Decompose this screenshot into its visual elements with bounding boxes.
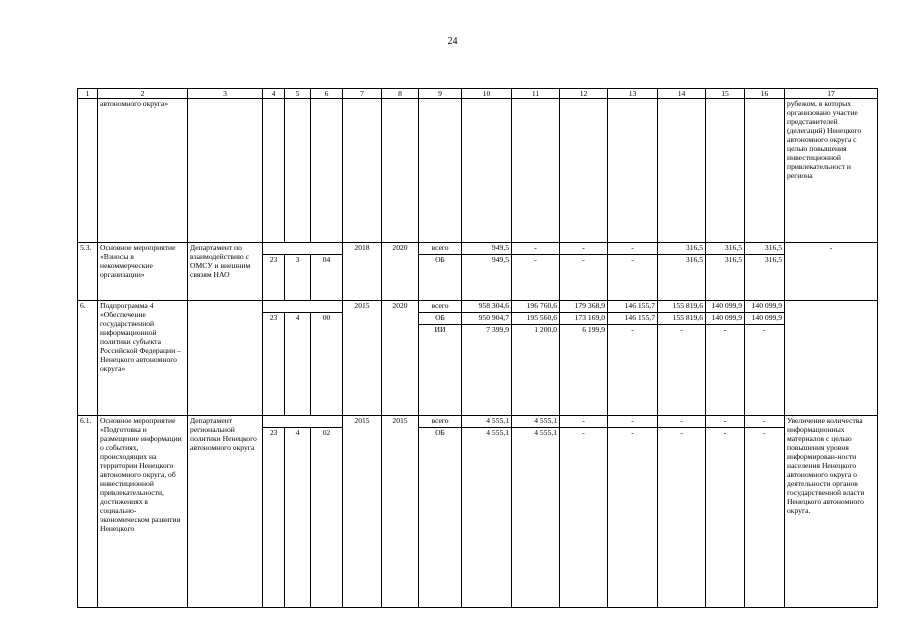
amount-cell: 950 904,7 (462, 313, 512, 325)
amount-cell: 316,5 (706, 243, 745, 255)
amount-cell: - (512, 255, 560, 301)
code-6: 04 (311, 255, 343, 301)
amount-cell: 949,5 (462, 243, 512, 255)
amount-cell: 155 819,6 (658, 313, 706, 325)
amount-cell: 958 304,6 (462, 301, 512, 313)
funding-source: всего (419, 416, 462, 428)
empty-cell (512, 99, 560, 243)
funding-source: ИИ (419, 325, 462, 416)
amount-cell: - (745, 416, 785, 428)
amount-cell: - (608, 325, 658, 416)
code-6: 02 (311, 428, 343, 608)
header-cell-5: 5 (285, 89, 311, 99)
amount-cell: 1 200,0 (512, 325, 560, 416)
amount-cell: - (560, 243, 608, 255)
amount-cell: 316,5 (658, 255, 706, 301)
code-5: 4 (285, 428, 311, 608)
amount-cell: 140 099,9 (706, 313, 745, 325)
row-number (78, 99, 98, 243)
amount-cell: 316,5 (706, 255, 745, 301)
amount-cell: 949,5 (462, 255, 512, 301)
code-5: 3 (285, 255, 311, 301)
row-number: 5.3. (78, 243, 98, 301)
start-year: 2015 (343, 301, 382, 416)
header-cell-13: 13 (608, 89, 658, 99)
empty-cell (745, 99, 785, 243)
table-row (78, 99, 878, 243)
amount-cell: - (560, 416, 608, 428)
code-4: 23 (263, 313, 285, 416)
empty-cell (285, 99, 311, 243)
header-cell-15: 15 (706, 89, 745, 99)
amount-cell: 173 169,0 (560, 313, 608, 325)
header-cell-4: 4 (263, 89, 285, 99)
amount-cell: 4 555,1 (462, 416, 512, 428)
end-year: 2015 (382, 416, 419, 608)
header-cell-14: 14 (658, 89, 706, 99)
executor (188, 301, 263, 416)
amount-cell: 155 819,6 (658, 301, 706, 313)
amount-cell: 140 099,9 (745, 301, 785, 313)
empty-cell (419, 99, 462, 243)
header-cell-12: 12 (560, 89, 608, 99)
code-cell (263, 301, 343, 313)
amount-cell: 316,5 (658, 243, 706, 255)
code-5: 4 (285, 313, 311, 416)
amount-cell: - (608, 243, 658, 255)
end-year: 2020 (382, 243, 419, 301)
amount-cell: 195 560,6 (512, 313, 560, 325)
code-cell (263, 243, 343, 255)
executor: Департамент региональной политики Ненецкого автономного округа (188, 416, 263, 608)
header-cell-9: 9 (419, 89, 462, 99)
amount-cell: 7 399,9 (462, 325, 512, 416)
amount-cell: - (706, 325, 745, 416)
empty-cell (608, 99, 658, 243)
amount-cell: 146 155,7 (608, 313, 658, 325)
amount-cell: - (745, 428, 785, 608)
amount-cell: - (658, 428, 706, 608)
row-number: 6. (78, 301, 98, 416)
program-name: автономного округа» (98, 99, 188, 243)
header-row (78, 89, 878, 99)
code-4: 23 (263, 255, 285, 301)
amount-cell: - (560, 255, 608, 301)
header-cell-6: 6 (311, 89, 343, 99)
header-cell-8: 8 (382, 89, 419, 99)
program-name: Основное мероприятие «Взносы в некоммерческие организации» (98, 243, 188, 301)
program-name: Основное мероприятие «Подготовка и размещение информации о событиях, происходящих на территории Ненецкого автономного округа, об инвестиционной привлекательности, достижениях в социально-экономическом развитии Ненецкого (98, 416, 188, 608)
amount-cell: - (706, 416, 745, 428)
header-cell-1: 1 (78, 89, 98, 99)
amount-cell: 146 155,7 (608, 301, 658, 313)
program-name: Подпрограмма 4 «Обеспечение государственной информационной политики субъекта Российской Федерации – Ненецкого автономного округа» (98, 301, 188, 416)
amount-cell: 6 199,9 (560, 325, 608, 416)
code-6: 00 (311, 313, 343, 416)
header-cell-7: 7 (343, 89, 382, 99)
amount-cell: 316,5 (745, 255, 785, 301)
amount-cell: 316,5 (745, 243, 785, 255)
amount-cell: - (608, 416, 658, 428)
empty-cell (462, 99, 512, 243)
funding-source: ОБ (419, 313, 462, 325)
start-year: 2018 (343, 243, 382, 301)
empty-cell (343, 99, 382, 243)
executor: Департамент по взаимодействию с ОМСУ и внешним связям НАО (188, 243, 263, 301)
funding-source: всего (419, 243, 462, 255)
funding-source: всего (419, 301, 462, 313)
end-year: 2020 (382, 301, 419, 416)
header-cell-2: 2 (98, 89, 188, 99)
header-cell-17: 17 (785, 89, 878, 99)
empty-cell (382, 99, 419, 243)
code-cell (263, 416, 343, 428)
amount-cell: - (658, 325, 706, 416)
page-number: 24 (447, 36, 458, 47)
table-row (78, 301, 878, 313)
code-4: 23 (263, 428, 285, 608)
expected-result (785, 301, 878, 416)
amount-cell: 4 555,1 (462, 428, 512, 608)
amount-cell: - (706, 428, 745, 608)
amount-cell: 140 099,9 (706, 301, 745, 313)
empty-cell (188, 99, 263, 243)
table-row (78, 243, 878, 255)
expected-result: - (785, 243, 878, 301)
table-row (78, 416, 878, 428)
budget-table (77, 88, 878, 608)
amount-cell: 4 555,1 (512, 428, 560, 608)
start-year: 2015 (343, 416, 382, 608)
amount-cell: - (560, 428, 608, 608)
expected-result: рубежом, в которых организовано участие представителей (делегаций) Ненецкого автономного округа с целью повышения инвестиционной привлекательност и региона (785, 99, 878, 243)
header-cell-10: 10 (462, 89, 512, 99)
amount-cell: - (608, 255, 658, 301)
amount-cell: - (608, 428, 658, 608)
empty-cell (560, 99, 608, 243)
amount-cell: - (658, 416, 706, 428)
header-cell-16: 16 (745, 89, 785, 99)
empty-cell (263, 99, 285, 243)
amount-cell: 179 368,9 (560, 301, 608, 313)
expected-result: Увеличение количества информационных материалов с целью повышения уровня информирован-ности населения Ненецкого автономного округа о деятельности органов государственной власти Ненецкого автономного округа. (785, 416, 878, 608)
header-cell-3: 3 (188, 89, 263, 99)
funding-source: ОБ (419, 255, 462, 301)
empty-cell (311, 99, 343, 243)
row-number: 6.1. (78, 416, 98, 608)
header-cell-11: 11 (512, 89, 560, 99)
empty-cell (658, 99, 706, 243)
empty-cell (706, 99, 745, 243)
amount-cell: 196 760,6 (512, 301, 560, 313)
amount-cell: 4 555,1 (512, 416, 560, 428)
amount-cell: - (745, 325, 785, 416)
amount-cell: - (512, 243, 560, 255)
funding-source: ОБ (419, 428, 462, 608)
amount-cell: 140 099,9 (745, 313, 785, 325)
